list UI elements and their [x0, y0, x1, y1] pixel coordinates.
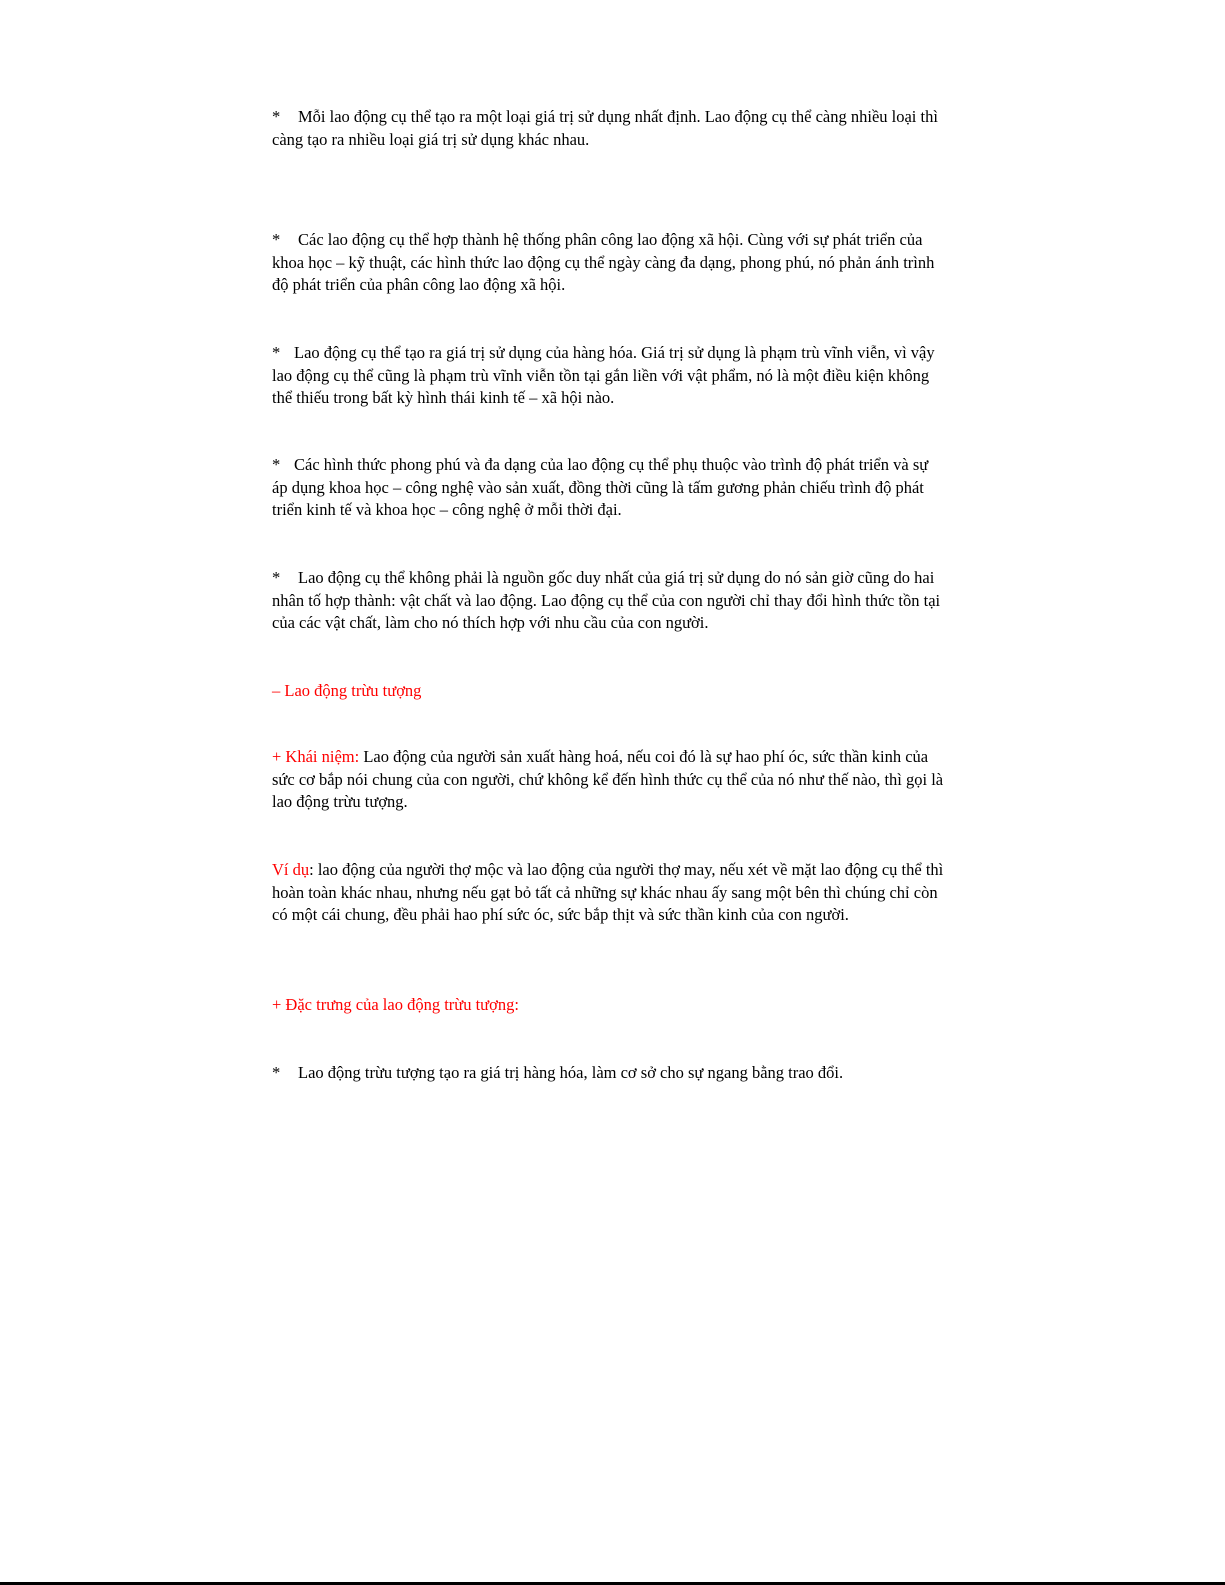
- bullet-paragraph-6: [272, 1062, 944, 1085]
- bullet-marker: *: [272, 455, 281, 474]
- bullet-paragraph-1: [272, 106, 944, 151]
- bullet-text: Các lao động cụ thể hợp thành hệ thống phân công lao động xã hội. Cùng với sự phát triển của khoa học – kỹ thuật, các hình thức lao động cụ thể ngày càng đa dạng, phong phú, nó phản ánh trình độ phát triển của phân công lao động xã hội.: [272, 230, 935, 294]
- bullet-text: Lao động trừu tượng tạo ra giá trị hàng hóa, làm cơ sở cho sự ngang bằng trao đổi.: [298, 1063, 844, 1082]
- bullet-paragraph-4: [272, 454, 944, 522]
- bullet-marker: *: [272, 568, 281, 587]
- bullet-text: Lao động cụ thể tạo ra giá trị sử dụng của hàng hóa. Giá trị sử dụng là phạm trù vĩnh viễn, vì vậy lao động cụ thể cũng là phạm trù vĩnh viễn tồn tại gắn liền với vật phẩm, nó là một điều kiện không thể thiếu trong bất kỳ hình thái kinh tế – xã hội nào.: [272, 343, 935, 407]
- bullet-paragraph-5: [272, 567, 944, 635]
- bullet-text: Các hình thức phong phú và đa dạng của lao động cụ thể phụ thuộc vào trình độ phát triển và sự áp dụng khoa học – công nghệ vào sản xuất, đồng thời cũng là tấm gương phản chiếu trình độ phát triển kinh tế và khoa học – công nghệ ở mỗi thời đại.: [272, 455, 929, 519]
- concept-text: Lao động của người sản xuất hàng hoá, nếu coi đó là sự hao phí óc, sức thần kinh của sức cơ bắp nói chung của con người, chứ không kể đến hình thức cụ thể của nó như thế nào, thì gọi là lao động trừu tượng.: [272, 747, 944, 811]
- feature-heading: + Đặc trưng của lao động trừu tượng:: [272, 995, 519, 1014]
- concept-label: + Khái niệm:: [272, 747, 360, 766]
- example-paragraph: [272, 859, 944, 927]
- section-heading: – Lao động trừu tượng: [272, 681, 422, 700]
- concept-paragraph: [272, 746, 944, 814]
- bullet-marker: *: [272, 1063, 281, 1082]
- bullet-text: Lao động cụ thể không phải là nguồn gốc duy nhất của giá trị sử dụng do nó sản giờ cũng do hai nhân tố hợp thành: vật chất và lao động. Lao động cụ thể của con người chỉ thay đổi hình thức tồn tại của các vật chất, làm cho nó thích hợp với nhu cầu của con người.: [272, 568, 941, 632]
- bullet-marker: *: [272, 107, 281, 126]
- bullet-marker: *: [272, 230, 281, 249]
- example-label: Ví dụ: [272, 860, 310, 879]
- bullet-paragraph-2: [272, 229, 944, 297]
- bullet-marker: *: [272, 343, 281, 362]
- bullet-paragraph-3: [272, 342, 944, 410]
- bullet-text: Mỗi lao động cụ thể tạo ra một loại giá trị sử dụng nhất định. Lao động cụ thể càng nhiều loại thì càng tạo ra nhiều loại giá trị sử dụng khác nhau.: [272, 107, 938, 149]
- example-text: : lao động của người thợ mộc và lao động của người thợ may, nếu xét về mặt lao động cụ thể thì hoàn toàn khác nhau, nhưng nếu gạt bỏ tất cả những sự khác nhau ấy sang một bên thì chúng chỉ còn có một cái chung, đều phải hao phí sức óc, sức bắp thịt và sức thần kinh của con người.: [272, 860, 944, 924]
